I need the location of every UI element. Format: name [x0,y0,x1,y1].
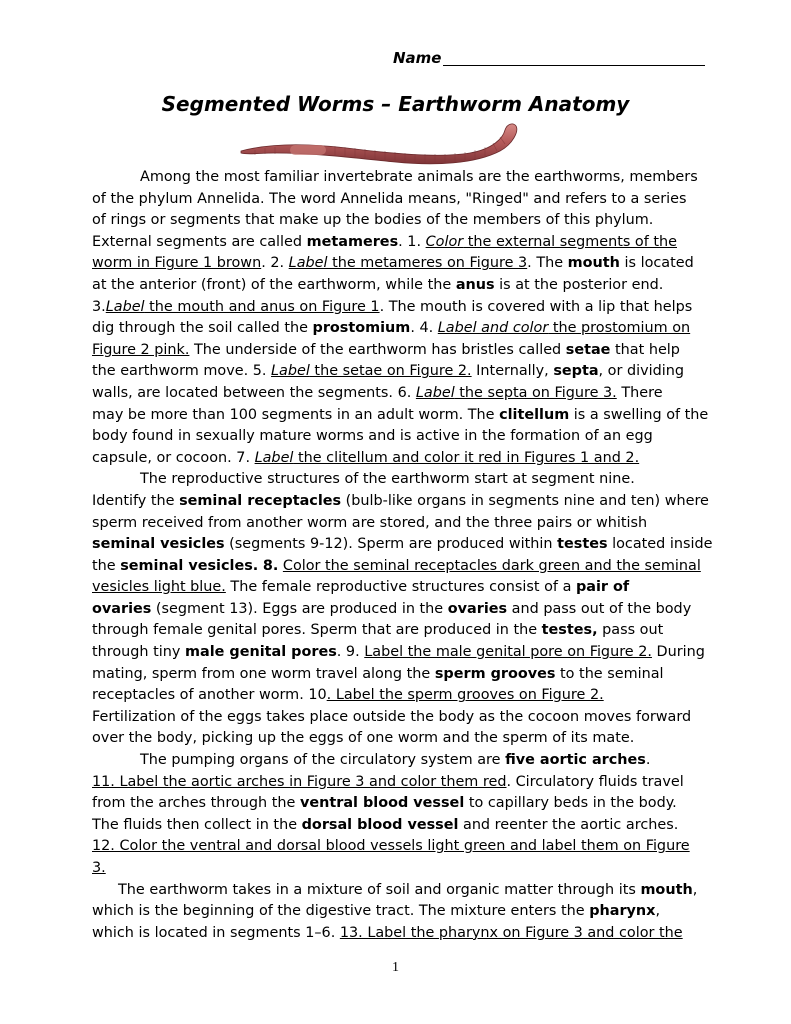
text-segment: the [92,557,121,574]
text-line [92,210,712,232]
key-term: seminal receptacles [179,492,342,509]
text-segment: and reenter the aortic arches. [458,816,679,833]
text-line [92,685,712,707]
text-segment: . The [527,255,568,272]
text-line [92,491,712,513]
instruction-text: Color the seminal receptacles dark green and the seminal [282,557,701,574]
text-line [92,534,712,556]
text-segment: . The mouth is covered with a lip that helps [379,298,693,315]
text-segment: The female reproductive structures consist of a [225,579,576,596]
key-term: metameres [306,233,399,250]
instruction-text: the setae on Figure 2. [309,363,472,380]
text-segment: that help [610,341,680,358]
key-term: mouth [640,881,693,898]
key-term: testes, [541,622,598,639]
text-segment: External segments are called [92,233,307,250]
text-line [92,620,712,642]
key-term: pharynx [589,903,656,920]
instruction-text: . Label the sperm grooves on Figure 2. [326,687,604,704]
instruction-text: Label [288,255,328,272]
instruction-text: Label and color [437,320,549,337]
key-term: dorsal blood vessel [301,816,459,833]
text-segment: is a swelling of the [569,406,709,423]
instruction-text: 13. Label the pharynx on Figure 3 and color the [339,924,683,941]
text-segment: through tiny [92,644,185,661]
text-segment: The reproductive structures of the earthworm start at segment nine. [140,471,635,488]
instruction-text: the clitellum and color it red in Figures 1 and 2. [293,449,640,466]
key-term: sperm grooves [434,665,556,682]
instruction-text: 11. Label the aortic arches in Figure 3 and color them red [92,773,507,790]
text-segment: . Circulatory fluids travel [506,773,684,790]
instruction-text: 3. [92,860,106,876]
key-term: testes [557,536,608,553]
text-segment: the earthworm move. 5. [92,363,272,380]
text-segment: through female genital pores. Sperm that are produced in the [92,622,542,639]
text-segment: . 9. [336,644,365,661]
body-text [92,167,712,944]
text-segment: . 1. [398,233,426,250]
instruction-text: the septa on Figure 3. [454,384,617,401]
text-segment: and pass out of the body [507,600,692,617]
page-title: Segmented Worms – Earthworm Anatomy [161,92,630,116]
text-segment: of the phylum Annelida. The word Annelida means, "Ringed" and refers to a series [92,190,687,207]
key-term: ovaries [447,600,508,617]
instruction-text: worm in Figure 1 brown [92,255,262,272]
instruction-text: Label the male genital pore on Figure 2. [364,644,652,661]
text-segment: (bulb-like organs in segments nine and ten) where [341,492,709,509]
text-line [92,448,712,470]
key-term: ventral blood vessel [299,795,465,812]
key-term: 8. [262,557,279,574]
text-segment: Identify the [92,492,180,509]
instruction-text: vesicles light blue. [92,579,226,596]
text-line [92,901,712,923]
text-line [92,383,712,405]
text-line [92,340,712,362]
text-line [92,577,712,599]
key-term: pair of [575,579,630,596]
key-term: septa [553,363,599,380]
text-line [92,858,712,880]
key-term: ovaries [92,600,152,617]
text-segment: . [645,752,651,769]
key-term: setae [565,341,611,358]
key-term: clitellum [499,406,570,423]
text-line [92,556,712,578]
instruction-text: the prostomium on [548,320,691,337]
text-line [92,772,712,794]
key-term: mouth [567,255,620,272]
key-term: seminal vesicles [92,536,225,553]
text-segment: . 4. [410,320,438,337]
text-line [92,728,712,750]
text-segment: Fertilization of the eggs takes place outside the body as the cocoon moves forward [92,708,692,725]
instruction-text: Label [105,298,145,315]
text-line [92,750,712,772]
instruction-text: Color [425,233,464,250]
text-line [92,880,712,902]
text-segment: of rings or segments that make up the bodies of the members of this phylum. [92,212,654,229]
text-line [92,232,712,254]
earthworm-image [235,118,535,170]
text-segment: at the anterior (front) of the earthworm, while the [92,276,456,293]
text-line [92,253,712,275]
text-line [92,189,712,211]
text-segment: , [655,903,661,920]
text-segment: walls, are located between the segments. 6. [92,384,416,401]
text-segment: mating, sperm from one worm travel along the [92,665,435,682]
text-line [92,405,712,427]
text-segment: The fluids then collect in the [92,816,302,833]
name-field[interactable] [393,49,705,67]
text-segment: The earthworm takes in a mixture of soil and organic matter through its [118,881,641,898]
instruction-text: Label [254,449,294,466]
text-segment: is located [619,255,694,272]
text-line [92,815,712,837]
text-segment: . 2. [261,255,289,272]
text-segment: , or dividing [598,363,685,380]
text-segment: is at the posterior end. [494,276,664,293]
text-line [92,297,712,319]
text-line [92,793,712,815]
text-segment: may be more than 100 segments in an adult worm. The [92,406,500,423]
text-segment: , [692,881,698,898]
text-segment: to capillary beds in the body. [464,795,677,812]
text-line [92,664,712,686]
text-segment: 3. [92,298,106,315]
text-segment: (segments 9-12). Sperm are produced within [224,536,558,553]
instruction-text: the metameres on Figure 3 [327,255,528,272]
instruction-text: 12. Color the ventral and dorsal blood vessels light green and label them on Figure [92,838,690,855]
text-line [92,642,712,664]
text-line [92,361,712,383]
text-segment: During [651,644,705,661]
text-line [92,426,712,448]
text-segment: from the arches through the [92,795,300,812]
key-term: anus [455,276,495,293]
text-line [92,318,712,340]
text-segment: The pumping organs of the circulatory system are [140,752,506,769]
instruction-text: the mouth and anus on Figure 1 [144,298,380,315]
text-segment: There [616,384,663,401]
text-line [92,836,712,858]
text-segment: Among the most familiar invertebrate animals are the earthworms, members [140,169,698,185]
key-term: male genital pores [184,644,337,661]
name-label: Name [393,49,442,67]
instruction-text: Label [271,363,310,380]
text-segment: to the seminal [555,665,664,682]
text-line [92,275,712,297]
text-line [92,513,712,535]
instruction-text: Figure 2 pink. [92,341,190,358]
text-line [92,599,712,621]
key-term: prostomium [312,320,411,337]
text-segment: sperm received from another worm are stored, and the three pairs or whitish [92,514,648,531]
text-segment: dig through the soil called the [92,320,313,337]
page-number: 1 [392,960,399,975]
text-line [92,707,712,729]
instruction-text: the external segments of the [463,233,677,250]
text-segment: Internally, [471,363,554,380]
key-term: five aortic arches [505,752,646,769]
key-term: seminal vesicles. [120,557,259,574]
text-segment: pass out [597,622,664,639]
text-segment: receptacles of another worm. 10 [92,687,327,704]
text-segment: located inside [607,536,713,553]
name-blank-line[interactable] [443,49,705,66]
text-segment: over the body, picking up the eggs of one worm and the sperm of its mate. [92,730,635,747]
text-segment: which is located in segments 1–6. [92,924,340,941]
text-segment: capsule, or cocoon. 7. [92,449,255,466]
text-line [92,167,712,189]
text-line [92,469,712,491]
text-line [92,923,712,945]
text-segment: (segment 13). Eggs are produced in the [151,600,448,617]
text-segment: which is the beginning of the digestive tract. The mixture enters the [92,903,590,920]
instruction-text: Label [415,384,455,401]
text-segment: The underside of the earthworm has bristles called [189,341,566,358]
text-segment: body found in sexually mature worms and is active in the formation of an egg [92,428,653,445]
